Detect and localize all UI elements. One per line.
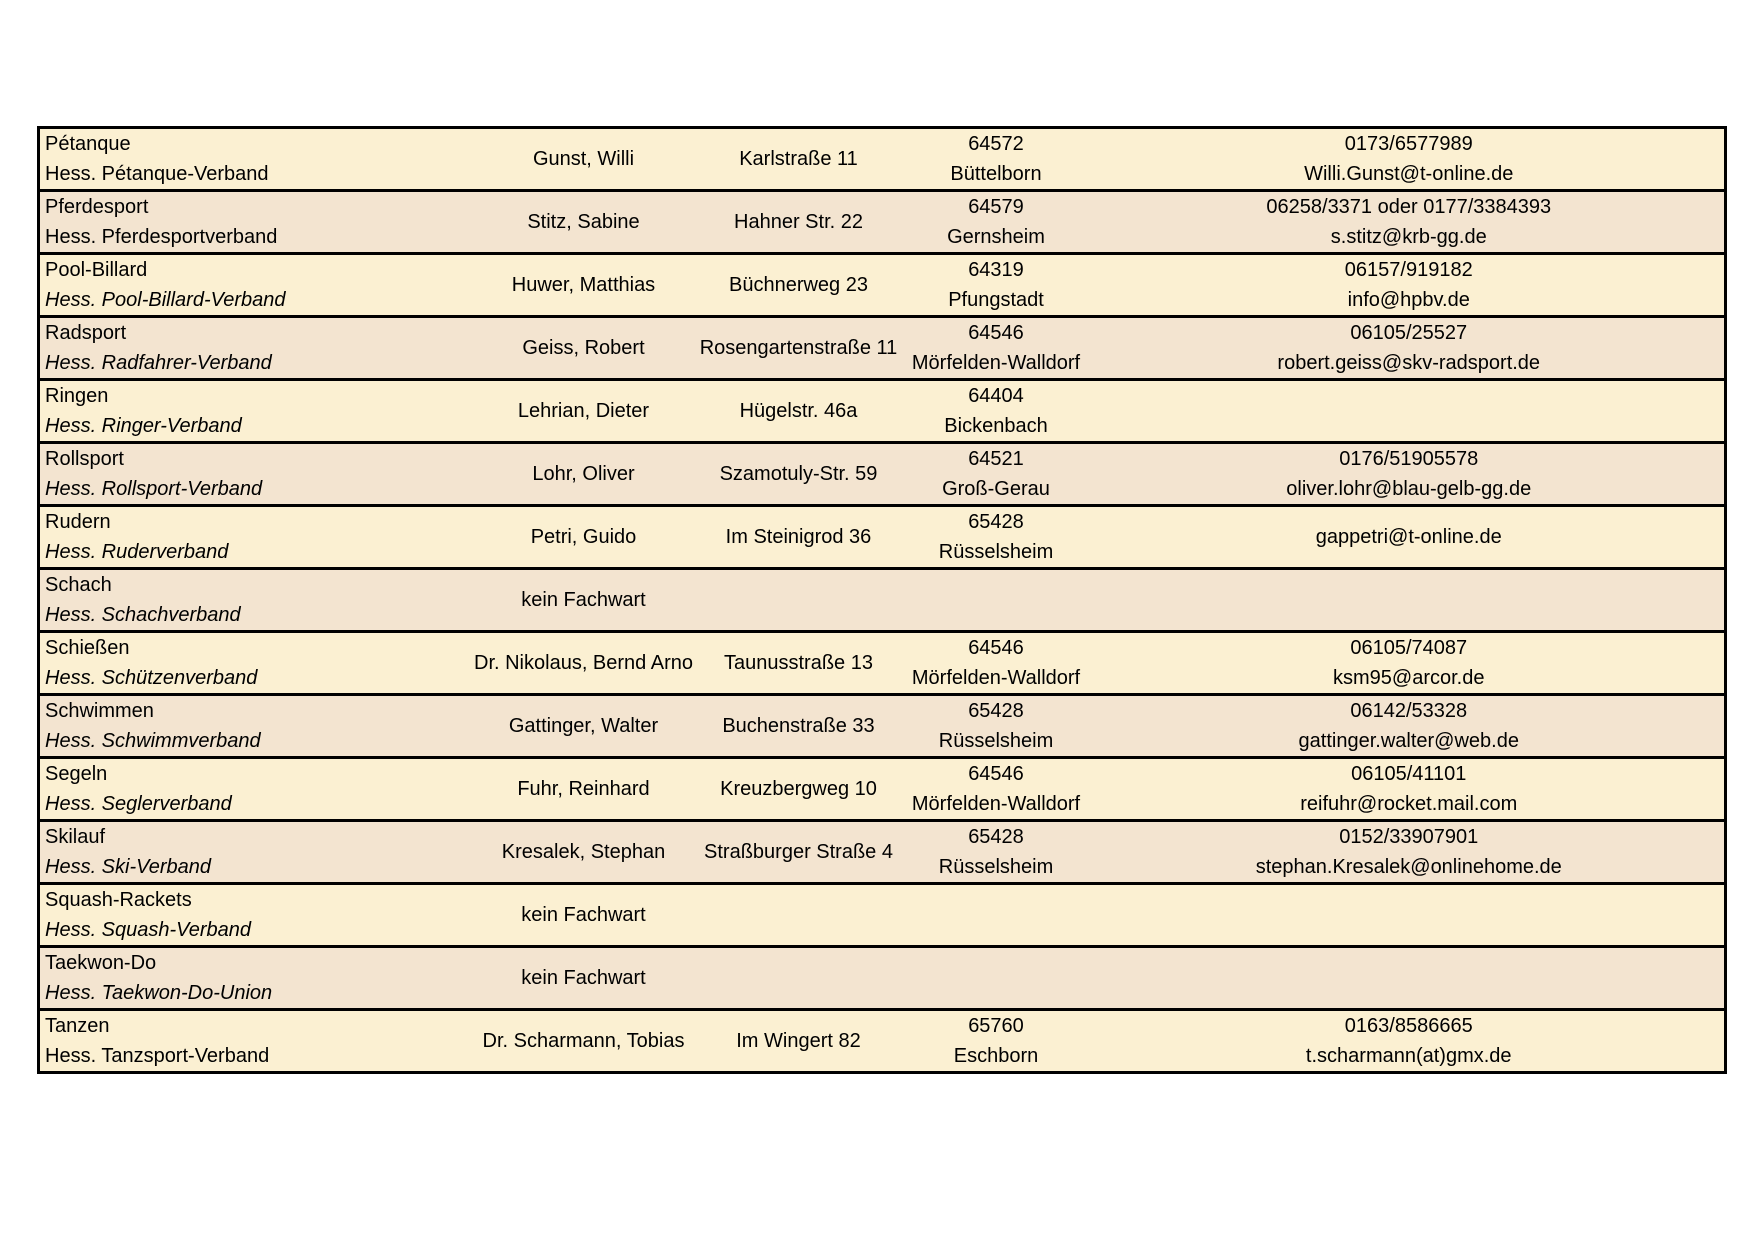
table-row (39, 884, 1726, 947)
sport-name: Schwimmen (45, 700, 154, 722)
contact-cell (1094, 254, 1726, 317)
contact-cell (1094, 443, 1726, 506)
street-address: Im Wingert 82 (699, 1010, 899, 1073)
email-address: ksm95@arcor.de (1333, 667, 1485, 689)
zip-code: 65428 (968, 826, 1024, 848)
sports-association-table (37, 126, 1727, 1074)
association-name: Hess. Schwimmverband (45, 730, 261, 752)
table-row (39, 947, 1726, 1010)
table-row (39, 821, 1726, 884)
email-address: oliver.lohr@blau-gelb-gg.de (1286, 478, 1532, 500)
table-row (39, 1010, 1726, 1073)
sport-cell (39, 128, 469, 191)
contact-name: kein Fachwart (469, 884, 699, 947)
table-row (39, 569, 1726, 632)
zip-code: 64546 (968, 637, 1024, 659)
zip-code: 64546 (968, 763, 1024, 785)
sport-name: Pool-Billard (45, 259, 148, 281)
sport-cell (39, 443, 469, 506)
sport-cell (39, 632, 469, 695)
phone-number: 0163/8586665 (1344, 1015, 1473, 1037)
sport-cell (39, 1010, 469, 1073)
zip-code: 65428 (968, 511, 1024, 533)
sport-cell (39, 569, 469, 632)
city-name: Mörfelden-Walldorf (911, 667, 1081, 689)
contact-cell (1094, 695, 1726, 758)
table-row (39, 128, 1726, 191)
city-name: Gernsheim (947, 226, 1045, 248)
contact-name: Huwer, Matthias (469, 254, 699, 317)
contact-name: Dr. Scharmann, Tobias (469, 1010, 699, 1073)
sport-cell (39, 758, 469, 821)
table-row (39, 254, 1726, 317)
phone-number: 06105/25527 (1350, 322, 1468, 344)
association-name: Hess. Seglerverband (45, 793, 232, 815)
zip-code: 65760 (968, 1015, 1024, 1037)
contact-name: Petri, Guido (469, 506, 699, 569)
street-address (699, 884, 899, 947)
sport-name: Rollsport (45, 448, 124, 470)
zip-city-cell (899, 443, 1094, 506)
contact-cell (1094, 632, 1726, 695)
phone-number: 0176/51905578 (1339, 448, 1479, 470)
phone-number: 0173/6577989 (1344, 133, 1473, 155)
sport-cell (39, 947, 469, 1010)
city-name: Büttelborn (950, 163, 1042, 185)
table-row (39, 380, 1726, 443)
contact-cell (1094, 884, 1726, 947)
street-address: Hügelstr. 46a (699, 380, 899, 443)
street-address: Buchenstraße 33 (699, 695, 899, 758)
email-address: stephan.Kresalek@onlinehome.de (1255, 856, 1562, 878)
phone-number: 0152/33907901 (1339, 826, 1479, 848)
zip-city-cell (899, 317, 1094, 380)
zip-city-cell (899, 506, 1094, 569)
phone-number: 06105/41101 (1351, 763, 1467, 785)
contact-name: Stitz, Sabine (469, 191, 699, 254)
zip-city-cell (899, 380, 1094, 443)
zip-code: 64521 (968, 448, 1024, 470)
street-address: Szamotuly-Str. 59 (699, 443, 899, 506)
city-name: Rüsselsheim (938, 730, 1054, 752)
contact-name: Fuhr, Reinhard (469, 758, 699, 821)
zip-city-cell (899, 569, 1094, 632)
sport-name: Squash-Rackets (45, 889, 192, 911)
association-name: Hess. Pool-Billard-Verband (45, 289, 286, 311)
sport-cell (39, 884, 469, 947)
sport-name: Taekwon-Do (45, 952, 157, 974)
sport-cell (39, 191, 469, 254)
sport-cell (39, 317, 469, 380)
association-name: Hess. Pétanque-Verband (45, 163, 269, 185)
sport-cell (39, 254, 469, 317)
zip-code: 64572 (968, 133, 1024, 155)
zip-code: 65428 (968, 700, 1024, 722)
phone-number: 06105/74087 (1350, 637, 1468, 659)
contact-name: Gattinger, Walter (469, 695, 699, 758)
street-address: Karlstraße 11 (699, 128, 899, 191)
zip-city-cell (899, 128, 1094, 191)
zip-code: 64579 (968, 196, 1024, 218)
contact-name: Dr. Nikolaus, Bernd Arno (469, 632, 699, 695)
email-address: info@hpbv.de (1347, 289, 1470, 311)
street-address: Straßburger Straße 4 (699, 821, 899, 884)
zip-code: 64404 (968, 385, 1024, 407)
sport-cell (39, 821, 469, 884)
table-row (39, 695, 1726, 758)
contact-cell (1094, 947, 1726, 1010)
association-name: Hess. Ruderverband (45, 541, 229, 563)
email-address: s.stitz@krb-gg.de (1330, 226, 1487, 248)
city-name: Pfungstadt (948, 289, 1044, 311)
email-address: Willi.Gunst@t-online.de (1304, 163, 1514, 185)
table-row (39, 317, 1726, 380)
association-name: Hess. Taekwon-Do-Union (45, 982, 273, 1004)
street-address: Kreuzbergweg 10 (699, 758, 899, 821)
zip-city-cell (899, 758, 1094, 821)
contact-name: Lehrian, Dieter (469, 380, 699, 443)
city-name: Mörfelden-Walldorf (911, 352, 1081, 374)
street-address: Rosengartenstraße 11 (699, 317, 899, 380)
association-name: Hess. Tanzsport-Verband (45, 1045, 270, 1067)
contact-name: kein Fachwart (469, 947, 699, 1010)
association-name: Hess. Ringer-Verband (45, 415, 242, 437)
phone-number: 06258/3371 oder 0177/3384393 (1266, 196, 1552, 218)
street-address (699, 947, 899, 1010)
contact-cell (1094, 1010, 1726, 1073)
association-name: Hess. Schachverband (45, 604, 241, 626)
contact-name: Geiss, Robert (469, 317, 699, 380)
contact-name: Gunst, Willi (469, 128, 699, 191)
contact-cell (1094, 758, 1726, 821)
street-address: Taunusstraße 13 (699, 632, 899, 695)
zip-city-cell (899, 191, 1094, 254)
association-name: Hess. Schützenverband (45, 667, 258, 689)
city-name: Groß-Gerau (942, 478, 1050, 500)
sport-cell (39, 695, 469, 758)
contact-name: Lohr, Oliver (469, 443, 699, 506)
sport-name: Segeln (45, 763, 108, 785)
association-name: Hess. Squash-Verband (45, 919, 252, 941)
zip-city-cell (899, 254, 1094, 317)
sport-name: Pétanque (45, 133, 131, 155)
street-address: Im Steinigrod 36 (699, 506, 899, 569)
sport-cell (39, 506, 469, 569)
table-row (39, 506, 1726, 569)
contact-name: kein Fachwart (469, 569, 699, 632)
table-body (39, 128, 1726, 1073)
contact-cell (1094, 821, 1726, 884)
table-row (39, 443, 1726, 506)
sport-name: Rudern (45, 511, 111, 533)
street-address: Büchnerweg 23 (699, 254, 899, 317)
phone-number: 06142/53328 (1350, 700, 1468, 722)
zip-city-cell (899, 947, 1094, 1010)
contact-cell (1094, 191, 1726, 254)
email-address: robert.geiss@skv-radsport.de (1277, 352, 1541, 374)
sport-name: Radsport (45, 322, 127, 344)
zip-code: 64546 (968, 322, 1024, 344)
zip-city-cell (899, 821, 1094, 884)
contact-cell (1094, 317, 1726, 380)
zip-city-cell (899, 1010, 1094, 1073)
contact-cell (1094, 506, 1726, 569)
city-name: Eschborn (953, 1045, 1039, 1067)
email-address: reifuhr@rocket.mail.com (1300, 793, 1518, 815)
sport-name: Schießen (45, 637, 130, 659)
sport-name: Schach (45, 574, 112, 596)
zip-city-cell (899, 632, 1094, 695)
city-name: Rüsselsheim (938, 856, 1054, 878)
association-name: Hess. Radfahrer-Verband (45, 352, 272, 374)
table-row (39, 191, 1726, 254)
contact-name: Kresalek, Stephan (469, 821, 699, 884)
email-address: t.scharmann(at)gmx.de (1305, 1045, 1512, 1067)
city-name: Rüsselsheim (938, 541, 1054, 563)
sport-name: Tanzen (45, 1015, 110, 1037)
email-address: gattinger.walter@web.de (1298, 730, 1519, 752)
association-name: Hess. Rollsport-Verband (45, 478, 263, 500)
sport-cell (39, 380, 469, 443)
city-name: Mörfelden-Walldorf (911, 793, 1081, 815)
contact-cell (1094, 380, 1726, 443)
table-row (39, 632, 1726, 695)
association-name: Hess. Pferdesportverband (45, 226, 278, 248)
email-address: gappetri@t-online.de (1315, 526, 1502, 548)
phone-number: 06157/919182 (1344, 259, 1473, 281)
street-address: Hahner Str. 22 (699, 191, 899, 254)
contact-cell (1094, 569, 1726, 632)
association-name: Hess. Ski-Verband (45, 856, 211, 878)
zip-city-cell (899, 695, 1094, 758)
contact-cell (1094, 128, 1726, 191)
sport-name: Ringen (45, 385, 109, 407)
street-address (699, 569, 899, 632)
zip-code: 64319 (968, 259, 1024, 281)
table-row (39, 758, 1726, 821)
sport-name: Skilauf (45, 826, 106, 848)
city-name: Bickenbach (944, 415, 1048, 437)
zip-city-cell (899, 884, 1094, 947)
sport-name: Pferdesport (45, 196, 149, 218)
